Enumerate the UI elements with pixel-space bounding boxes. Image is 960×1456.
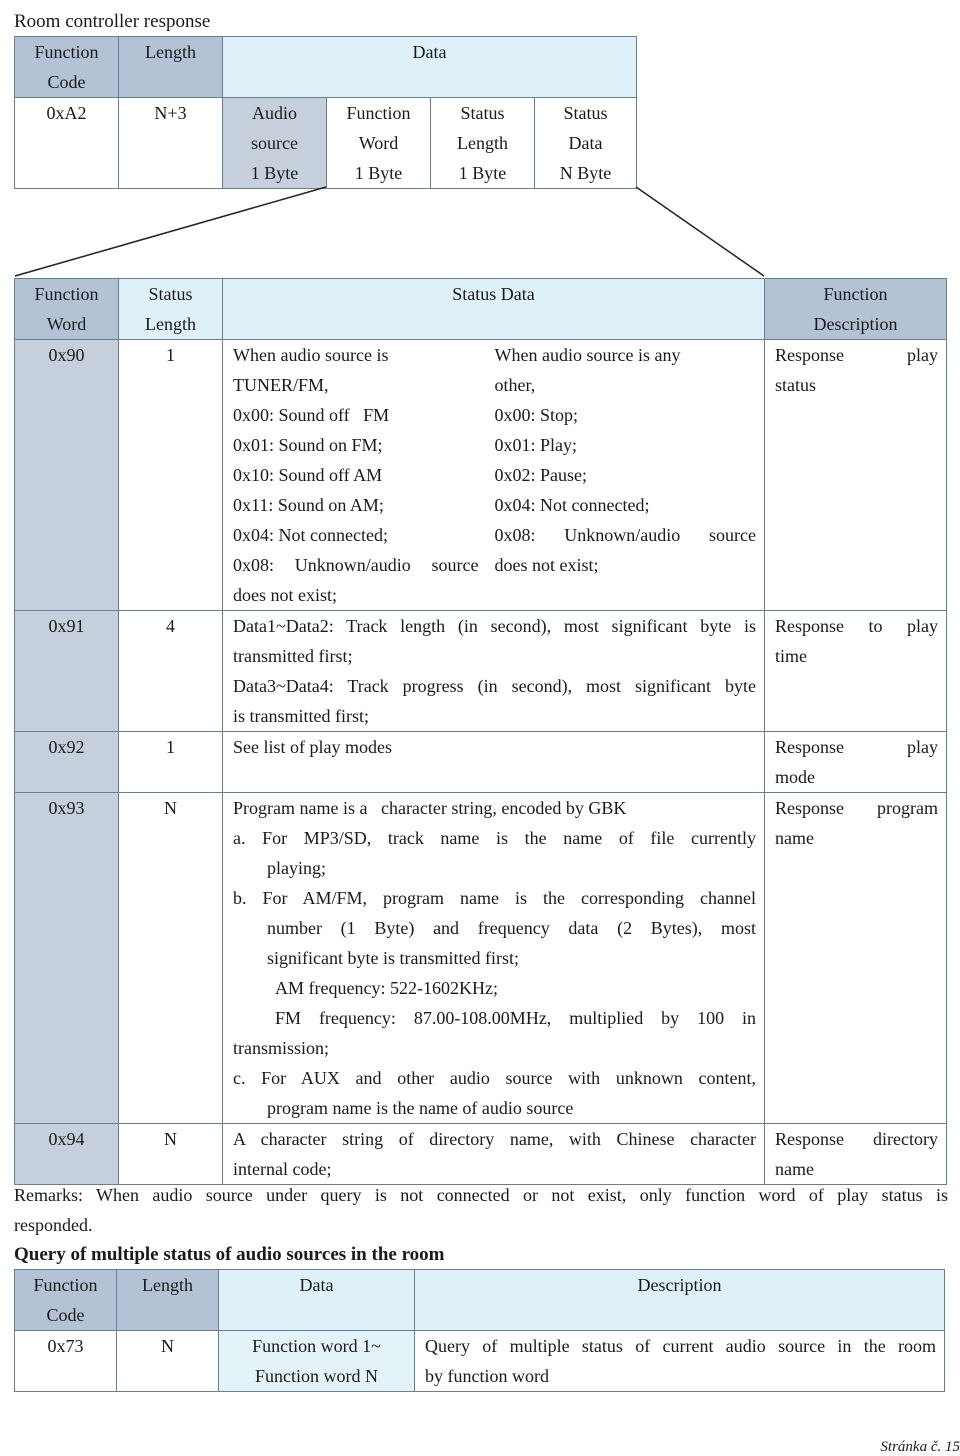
table-row (15, 793, 947, 1124)
expansion-connector-lines (0, 0, 960, 290)
section-title-query-multiple-status: Query of multiple status of audio sources in the room (14, 1244, 445, 1265)
cell-word: 0x93 (15, 793, 119, 1124)
header-function-code: Function Code (15, 37, 119, 98)
header-function-code: Function Code (15, 1270, 117, 1331)
cell-description: Response play status (765, 340, 947, 611)
cell-word: 0x94 (15, 1124, 119, 1185)
table-row (15, 611, 947, 732)
cell-status-length: Status Length 1 Byte (431, 98, 535, 189)
section-title-room-controller-response: Room controller response (14, 11, 211, 32)
header-data: Data (219, 1270, 415, 1331)
other-source-column: When audio source is any other, 0x00: Stop; 0x01: Play; 0x02: Pause; 0x04: Not connected; 0x08: Unknown/audio source does not exist; (494, 345, 756, 575)
cell-audio-source: Audio source 1 Byte (223, 98, 327, 189)
tuner-fm-column: When audio source is TUNER/FM, 0x00: Sound off FM 0x01: Sound on FM; 0x10: Sound off AM 0x11: Sound on AM; 0x04: Not connected; 0x08: Unknown/audio source does not exist; (233, 345, 479, 605)
remarks-paragraph: Remarks: When audio source under query is not connected or not exist, only function word of play status is responded. (14, 1185, 948, 1235)
cell-status-data: Program name is a character string, encoded by GBK a. For MP3/SD, track name is the name of file currently playing; b. For AM/FM, program name is the corresponding channel number (1 Byte) and frequency data (2 Bytes), most significant byte is transmitted first; AM frequency: 522-1602KHz; FM frequency: 87.00-108.00MHz, multiplied by 100 in transmission; c. For AUX and other audio source with unknown content, program name is the name of audio source (223, 793, 765, 1124)
cell-status-data (223, 340, 765, 611)
header-data: Data (223, 37, 637, 98)
table-row (15, 340, 947, 611)
cell-status-data: A character string of directory name, with Chinese character internal code; (223, 1124, 765, 1185)
cell-description: Response to play time (765, 611, 947, 732)
cell-len: 4 (119, 611, 223, 732)
cell-description: Query of multiple status of current audio source in the room by function word (415, 1331, 945, 1392)
header-status-data: Status Data (223, 279, 765, 340)
cell-word: 0x90 (15, 340, 119, 611)
cell-function-code: 0x73 (15, 1331, 117, 1392)
cell-len: N (119, 793, 223, 1124)
header-function-word: Function Word (15, 279, 119, 340)
header-length: Length (117, 1270, 219, 1331)
cell-description: Response play mode (765, 732, 947, 793)
header-description: Description (415, 1270, 945, 1331)
cell-function-word: Function Word 1 Byte (327, 98, 431, 189)
cell-word: 0x91 (15, 611, 119, 732)
table-row (15, 732, 947, 793)
table-row (15, 1124, 947, 1185)
cell-len: 1 (119, 340, 223, 611)
header-length: Length (119, 37, 223, 98)
query-multiple-status-table (14, 1269, 945, 1392)
page-footer: Stránka č. 15 (880, 1439, 960, 1455)
cell-description: Response directory name (765, 1124, 947, 1185)
cell-length: N+3 (119, 98, 223, 189)
cell-word: 0x92 (15, 732, 119, 793)
cell-length: N (117, 1331, 219, 1392)
header-status-length: Status Length (119, 279, 223, 340)
cell-status-data: See list of play modes (223, 732, 765, 793)
cell-status-data: Data1~Data2: Track length (in second), most significant byte is transmitted first; Data3~Data4: Track progress (in second), most significant byte is transmitted first; (223, 611, 765, 732)
cell-status-data: Status Data N Byte (535, 98, 637, 189)
cell-data: Function word 1~ Function word N (219, 1331, 415, 1392)
header-function-description: Function Description (765, 279, 947, 340)
cell-function-code: 0xA2 (15, 98, 119, 189)
table-row (15, 1331, 945, 1392)
status-data-table (14, 278, 947, 1185)
cell-len: N (119, 1124, 223, 1185)
cell-len: 1 (119, 732, 223, 793)
cell-description: Response program name (765, 793, 947, 1124)
